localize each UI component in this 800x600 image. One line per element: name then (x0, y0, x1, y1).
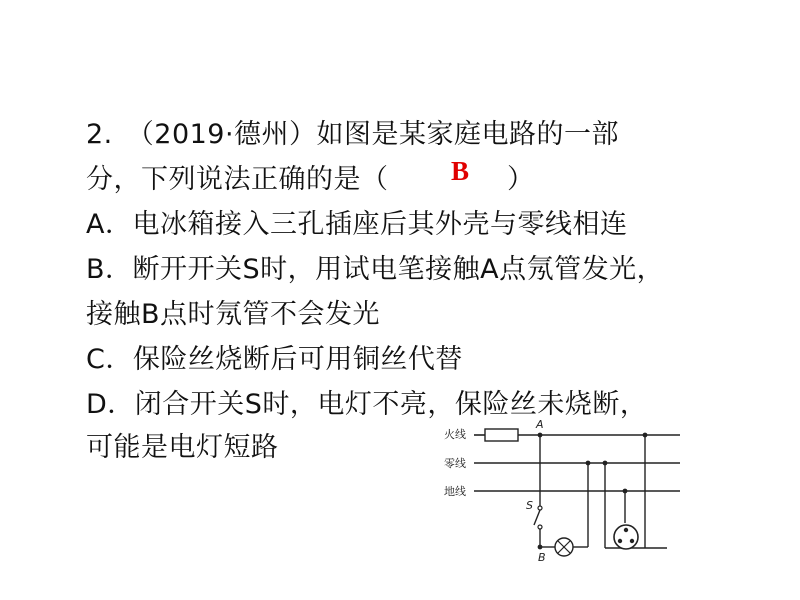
ground-wire-label: 地线 (444, 485, 466, 498)
question-line-2: 分，下列说法正确的是（ (86, 164, 389, 195)
socket-pin-right (630, 539, 634, 543)
switch-icon (534, 510, 540, 525)
fuse-icon (485, 429, 518, 441)
option-a: A．电冰箱接入三孔插座后其外壳与零线相连 (86, 209, 628, 240)
live-wire-label: 火线 (444, 428, 466, 441)
junction-socket-live (643, 433, 648, 438)
option-c: C．保险丝烧断后可用铜丝代替 (86, 344, 463, 375)
switch-contact-bottom (538, 525, 542, 529)
junction-socket-ground (623, 489, 628, 494)
switch-contact-top (538, 506, 542, 510)
socket-pin-top (624, 528, 628, 532)
option-d-continued: 可能是电灯短路 (86, 432, 279, 463)
neutral-wire-label: 零线 (444, 457, 466, 470)
question-line-1: 2. （2019·德州）如图是某家庭电路的一部 (86, 119, 620, 150)
switch-label: S (526, 499, 533, 512)
point-b-label: B (538, 551, 546, 564)
option-b: B．断开开关S时，用试电笔接触A点氖管发光， (86, 254, 665, 285)
socket-pin-left (618, 539, 622, 543)
option-b-continued: 接触B点时氖管不会发光 (86, 299, 381, 330)
question-line-2-close: ） (507, 164, 534, 195)
household-circuit-diagram (438, 415, 688, 570)
answer-mark: B (451, 156, 470, 186)
junction-socket-neutral (603, 461, 608, 466)
junction-lamp-neutral (586, 461, 591, 466)
point-a-label: A (536, 418, 544, 431)
option-d: D．闭合开关S时，电灯不亮，保险丝未烧断， (86, 389, 648, 420)
